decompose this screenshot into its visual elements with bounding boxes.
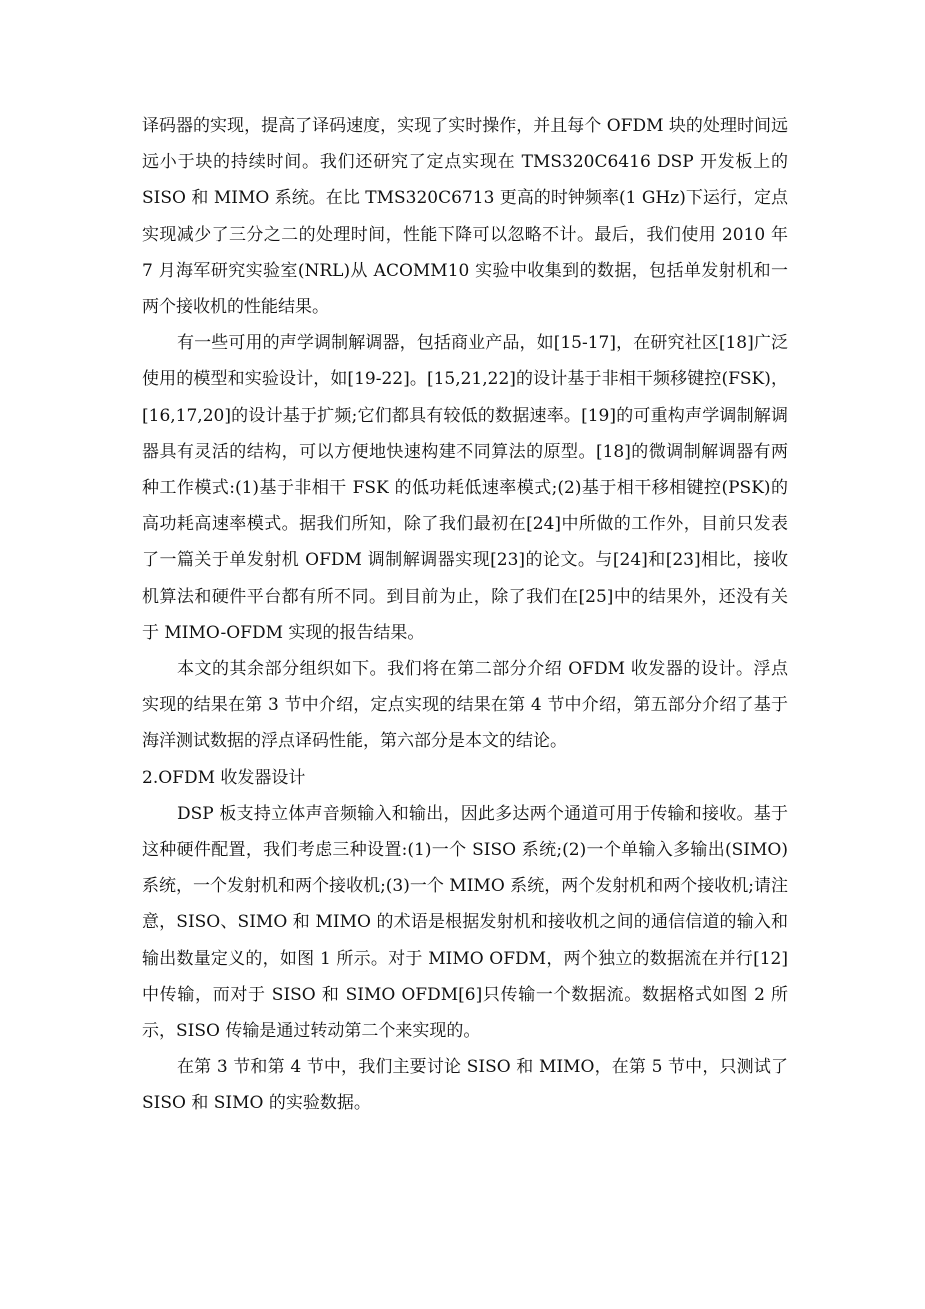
- paragraph-related-work: 有一些可用的声学调制解调器，包括商业产品，如[15-17]，在研究社区[18]广泛使用的模型和实验设计，如[19-22]。[15,21,22]的设计基于非相干频移键控(FSK)，[16,17,20]的设计基于扩频;它们都具有较低的数据速率。[19]的可重构声学调制解调器具有灵活的结构，可以方便地快速构建不同算法的原型。[18]的微调制解调器有两种工作模式:(1)基于非相干 FSK 的低功耗低速率模式;(2)基于相干移相键控(PSK)的高功耗高速率模式。据我们所知，除了我们最初在[24]中所做的工作外，目前只发表了一篇关于单发射机 OFDM 调制解调器实现[23]的论文。与[24]和[23]相比，接收机算法和硬件平台都有所不同。到目前为止，除了我们在[25]中的结果外，还没有关于 MIMO-OFDM 实现的报告结果。: [142, 333, 788, 643]
- document-page: [142, 108, 788, 1122]
- paragraph-intro-continued: 译码器的实现，提高了译码速度，实现了实时操作，并且每个 OFDM 块的处理时间远远小于块的持续时间。我们还研究了定点实现在 TMS320C6416 DSP 开发板上的 SISO 和 MIMO 系统。在比 TMS320C6713 更高的时钟频率(1 GHz)下运行，定点实现减少了三分之二的处理时间，性能下降可以忽略不计。最后，我们使用 2010 年 7 月海军研究实验室(NRL)从 ACOMM10 实验中收集到的数据，包括单发射机和一两个接收机的性能结果。: [142, 116, 788, 318]
- paragraph-transceiver-design: DSP 板支持立体声音频输入和输出，因此多达两个通道可用于传输和接收。基于这种硬件配置，我们考虑三种设置:(1)一个 SISO 系统;(2)一个单输入多输出(SIMO)系统，一个发射机和两个接收机;(3)一个 MIMO 系统，两个发射机和两个接收机;请注意，SISO、SIMO 和 MIMO 的术语是根据发射机和接收机之间的通信信道的输入和输出数量定义的，如图 1 所示。对于 MIMO OFDM，两个独立的数据流在并行[12]中传输，而对于 SISO 和 SIMO OFDM[6]只传输一个数据流。数据格式如图 2 所示，SISO 传输是通过转动第二个来实现的。: [142, 803, 788, 1042]
- paragraph-section-scope: 在第 3 节和第 4 节中，我们主要讨论 SISO 和 MIMO，在第 5 节中，只测试了 SISO 和 SIMO 的实验数据。: [142, 1057, 788, 1114]
- paragraph-organization: 本文的其余部分组织如下。我们将在第二部分介绍 OFDM 收发器的设计。浮点实现的结果在第 3 节中介绍，定点实现的结果在第 4 节中介绍，第五部分介绍了基于海洋测试数据的浮点译码性能，第六部分是本文的结论。: [142, 659, 788, 752]
- section-heading: 2.OFDM 收发器设计: [142, 767, 306, 788]
